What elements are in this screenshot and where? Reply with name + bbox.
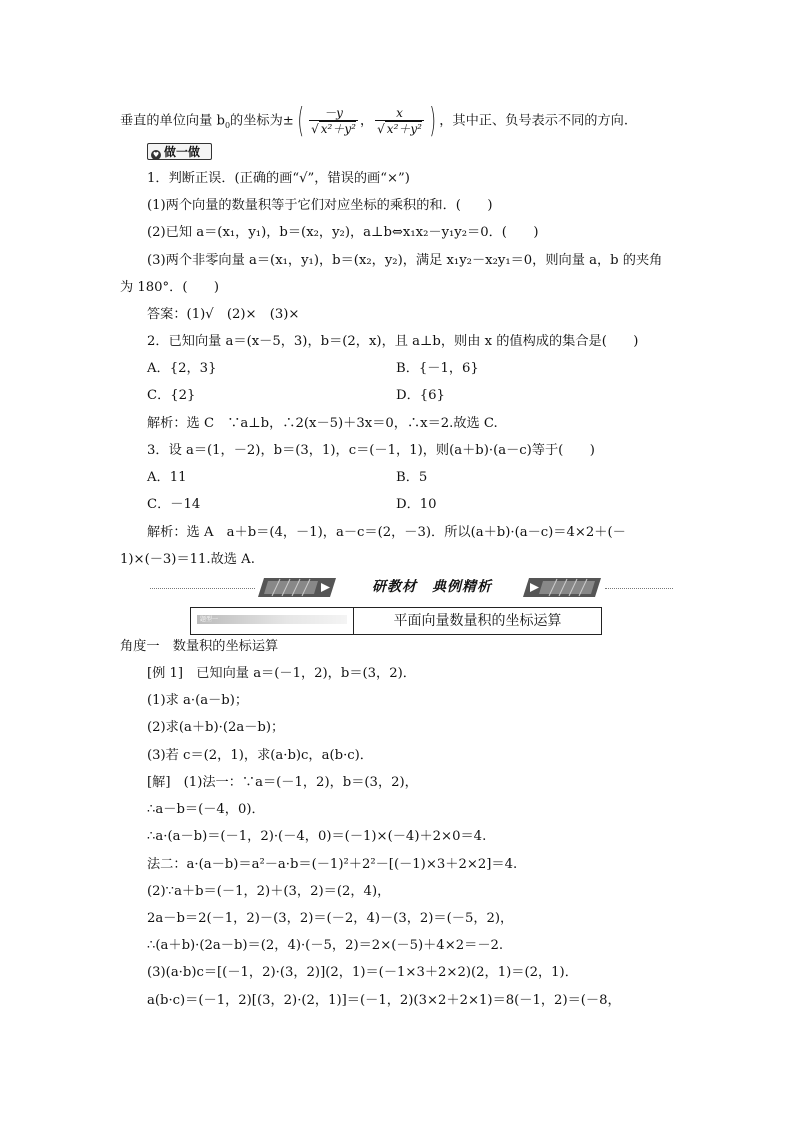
q1-item3b: 为 180°．( ): [120, 280, 219, 295]
q3-option-b: B．5: [396, 470, 428, 485]
example-part3: (3)若 c＝(2，1)，求(a·b)c，a(b·c)．: [147, 748, 373, 763]
solution-line-8: (3)(a·b)c＝[(－1，2)·(3，2)](2，1)＝(－1×3＋2×2)(2，1)＝(2，1)．: [147, 965, 578, 980]
fraction-2: [375, 106, 424, 137]
q3-solution-a: 解析：选 A a＋b＝(4，－1)，a－c＝(2，－3)．所以(a＋b)·(a－c)＝4×2＋(－: [147, 525, 626, 540]
solution-line-7: ∴(a＋b)·(2a－b)＝(2，4)·(－5，2)＝2×(－5)＋4×2＝－2.: [147, 938, 504, 953]
q1-item2: (2)已知 a＝(x₁，y₁)，b＝(x₂，y₂)，a⊥b⇔x₁x₂－y₁y₂＝0．( ): [147, 225, 539, 240]
q2-option-c: C．{2}: [147, 388, 196, 403]
practice-badge: [147, 143, 212, 160]
solution-line-9: a(b·c)＝(－1，2)[(3，2)·(2，1)]＝(－1，2)(3×2＋2×1)＝8(－1，2)＝(－8，: [147, 993, 621, 1008]
banner-dots-left: [150, 588, 255, 589]
topic-box: [190, 607, 602, 635]
solution-line-5: (2)∵a＋b＝(－1，2)＋(3，2)＝(2，4)，: [147, 884, 391, 899]
example-part1: (1)求 a·(a－b)；: [147, 693, 249, 708]
left-paren-icon: (: [297, 101, 304, 141]
intro-prefix: 垂直的单位向量 b: [120, 113, 225, 129]
fraction-1-denominator: √ x²＋y²: [311, 121, 356, 136]
q2-option-d: D．{6}: [396, 388, 445, 403]
q1-item1: (1)两个向量的数量积等于它们对应坐标的乘积的和．( ): [147, 198, 493, 213]
solution-line-6: 2a－b＝2(－1，2)－(3，2)＝(－2，4)－(3，2)＝(－5，2)，: [147, 911, 514, 926]
example-stem: [例 1] 已知向量 a＝(－1，2)，b＝(3，2)．: [147, 666, 416, 681]
solution-line-2: ∴a－b＝(－4，0)．: [147, 802, 265, 817]
banner-title: 研教材 典例精析: [372, 579, 492, 595]
q3-solution-b: 1)×(－3)＝11.故选 A.: [120, 552, 255, 567]
heart-icon: ♥: [152, 151, 160, 159]
intro-sub: 0: [224, 121, 231, 131]
fraction-1: [309, 106, 358, 137]
q1-answer: 答案：(1)√ (2)× (3)×: [147, 307, 300, 322]
intro-suffix: ，其中正、负号表示不同的方向.: [439, 113, 629, 129]
fraction-2-denominator: √ x²＋y²: [377, 121, 422, 136]
q2-option-a: A．{2，3}: [147, 361, 217, 376]
intro-mid: 的坐标为±: [230, 113, 294, 129]
topic-box-label: 题型一: [197, 615, 347, 624]
solution-line-4: 法二：a·(a－b)＝a²－a·b＝(－1)²＋2²－[(－1)×3＋2×2]＝4.: [147, 857, 518, 872]
q3-option-a: A．11: [147, 470, 187, 485]
example-part2: (2)求(a＋b)·(2a－b)；: [147, 720, 285, 735]
intro-line: 垂直的单位向量 $b_0$的坐标为±( $\frac{-y}{\text{√ x²＋y²}}$ ， $\frac{x}{\text{√ x²＋y²}}$ ) ，其中正、负号表示不同的方向.: [120, 101, 629, 141]
fraction-1-numerator: －y: [309, 106, 358, 121]
q2-solution: 解析：选 C ∵a⊥b，∴2(x－5)＋3x＝0，∴x＝2.故选 C.: [147, 416, 498, 431]
angle-heading: 角度一 数量积的坐标运算: [120, 639, 279, 654]
q3-option-d: D．10: [396, 497, 437, 512]
q1-item3a: (3)两个非零向量 a＝(x₁，y₁)，b＝(x₂，y₂)，满足 x₁y₂－x₂y₁＝0，则向量 a，b 的夹角: [147, 253, 663, 268]
q3-option-c: C．－14: [147, 497, 201, 512]
q2-stem: 2．已知向量 a＝(x－5，3)，b＝(2，x)，且 a⊥b，则由 x 的值构成的集合是( ): [147, 334, 639, 349]
badge-label: 做一做: [164, 145, 201, 159]
fraction-2-sqrt: x²＋y²: [386, 121, 422, 136]
topic-box-title: 平面向量数量积的坐标运算: [393, 613, 562, 629]
q3-stem: 3．设 a＝(1，－2)，b＝(3，1)，c＝(－1，1)，则(a＋b)·(a－c)等于( ): [147, 443, 595, 458]
banner-dots-right: [605, 588, 673, 589]
fraction-1-sqrt: x²＋y²: [320, 121, 356, 136]
fraction-2-numerator: x: [375, 106, 424, 121]
banner-arrow-right-icon: [523, 578, 601, 597]
banner-arrow-left-icon: [258, 578, 336, 597]
q1-stem: 1．判断正误．(正确的画“√”，错误的画“×”): [147, 171, 410, 186]
right-paren-icon: ): [429, 101, 436, 141]
q2-option-b: B．{－1，6}: [396, 361, 479, 376]
solution-line-1: [解] (1)法一：∵a＝(－1，2)，b＝(3，2)，: [147, 775, 418, 790]
solution-line-3: ∴a·(a－b)＝(－1，2)·(－4，0)＝(－1)×(－4)＋2×0＝4.: [147, 829, 487, 844]
